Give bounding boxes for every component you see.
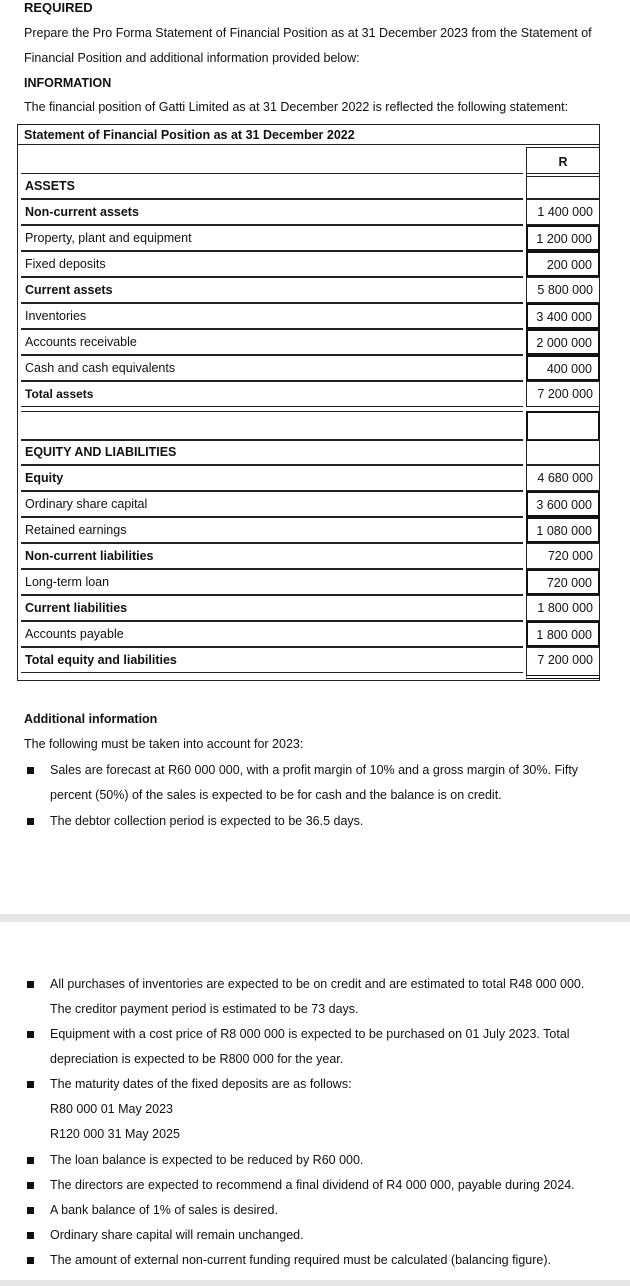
bullet-icon <box>27 1157 34 1164</box>
list-item-text: The debtor collection period is expected to be 36.5 days. <box>50 814 364 828</box>
row-label: Property, plant and equipment <box>21 225 523 251</box>
bullet-icon <box>27 1081 34 1088</box>
currency-header-row <box>21 147 600 173</box>
list-item <box>24 1248 602 1274</box>
row-value: 200 000 <box>526 251 600 277</box>
page-divider <box>0 914 630 922</box>
bullet-icon <box>27 767 34 774</box>
spacer-value <box>526 411 600 441</box>
information-heading: INFORMATION <box>24 76 112 90</box>
row-label: Accounts receivable <box>21 329 523 355</box>
row-value: 7 200 000 <box>526 381 600 407</box>
list-item-text: Sales are forecast at R60 000 000, with a profit margin of 10% and a gross margin of 30%. Fifty percent (50%) of the sales is expected to be for cash and the balance is on credit. <box>50 763 579 802</box>
list-item-text: The directors are expected to recommend a final dividend of R4 000 000, payable during 2024. <box>50 1178 575 1192</box>
row-value <box>526 173 600 199</box>
row-value: 5 800 000 <box>526 277 600 303</box>
spacer-label <box>21 411 523 441</box>
deposit-line: R120 000 31 May 2025 <box>50 1127 180 1141</box>
table-row <box>21 491 600 517</box>
row-value: 2 000 000 <box>526 329 600 355</box>
table-row <box>21 303 600 329</box>
information-text: The financial position of Gatti Limited as at 31 December 2022 is reflected the following statement: <box>24 100 569 114</box>
table-row <box>21 647 600 673</box>
table-row <box>21 355 600 381</box>
row-value <box>526 439 600 465</box>
list-item <box>24 972 602 1024</box>
list-item-text: Equipment with a cost price of R8 000 000 is expected to be purchased on 01 July 2023. Total depreciation is expected to be R800 000 for the year. <box>50 1027 570 1066</box>
financial-position-table <box>17 124 600 681</box>
table-row <box>21 465 600 491</box>
row-value: 3 600 000 <box>526 491 600 517</box>
additional-heading: Additional information <box>24 712 158 726</box>
bullet-icon <box>27 1257 34 1264</box>
table-row <box>21 621 600 647</box>
list-item-text: The loan balance is expected to be reduced by R60 000. <box>50 1153 364 1167</box>
row-label: Current assets <box>21 277 523 303</box>
list-item <box>24 1148 602 1174</box>
table-row <box>21 173 600 199</box>
row-value: 3 400 000 <box>526 303 600 329</box>
row-label: Inventories <box>21 303 523 329</box>
table-row <box>21 439 600 465</box>
list-item-text: Ordinary share capital will remain unchanged. <box>50 1228 304 1242</box>
row-value: 1 400 000 <box>526 199 600 225</box>
row-label: Total equity and liabilities <box>21 647 523 673</box>
row-label: Ordinary share capital <box>21 491 523 517</box>
row-label: Retained earnings <box>21 517 523 543</box>
row-label: Cash and cash equivalents <box>21 355 523 381</box>
table-row <box>21 543 600 569</box>
row-label: Non-current assets <box>21 199 523 225</box>
list-item <box>24 1022 602 1074</box>
row-value: 1 800 000 <box>526 621 600 647</box>
row-value: 1 200 000 <box>526 225 600 251</box>
list-item <box>24 1072 602 1098</box>
row-label: Total assets <box>21 381 523 407</box>
currency-header: R <box>526 147 600 177</box>
row-label: Non-current liabilities <box>21 543 523 569</box>
row-value: 720 000 <box>526 543 600 569</box>
deposit-line: R80 000 01 May 2023 <box>50 1102 174 1116</box>
table-row <box>21 595 600 621</box>
row-value: 7 200 000 <box>526 647 600 679</box>
list-item <box>24 758 602 810</box>
table-row <box>21 199 600 225</box>
list-item <box>24 1198 602 1224</box>
list-item-text: The amount of external non-current funding required must be calculated (balancing figure). <box>50 1253 551 1267</box>
bullet-icon <box>27 1031 34 1038</box>
list-item-text: A bank balance of 1% of sales is desired. <box>50 1203 278 1217</box>
table-row <box>21 381 600 407</box>
row-value: 4 680 000 <box>526 465 600 491</box>
table-row <box>21 329 600 355</box>
required-heading: REQUIRED <box>24 0 93 15</box>
list-item-text: The maturity dates of the fixed deposits are as follows: <box>50 1077 352 1091</box>
required-text: Prepare the Pro Forma Statement of Financial Position as at 31 December 2023 from the Statement of Financial Position and additional information provided below: <box>24 26 592 65</box>
row-label: Current liabilities <box>21 595 523 621</box>
list-item <box>24 809 602 835</box>
bullet-icon <box>27 1182 34 1189</box>
list-item-text: All purchases of inventories are expected to be on credit and are estimated to total R48 000 000. The creditor payment period is estimated to be 73 days. <box>50 977 585 1016</box>
page-bottom-edge <box>0 1280 630 1286</box>
bullet-icon <box>27 1232 34 1239</box>
bullet-icon <box>27 981 34 988</box>
list-item <box>24 1173 602 1199</box>
table-row <box>21 251 600 277</box>
table-row <box>21 569 600 595</box>
row-label: Long-term loan <box>21 569 523 595</box>
additional-intro: The following must be taken into account for 2023: <box>24 737 304 751</box>
row-label: Equity <box>21 465 523 491</box>
table-row <box>21 277 600 303</box>
row-label: Accounts payable <box>21 621 523 647</box>
table-row <box>21 225 600 251</box>
spacer-row <box>21 411 600 437</box>
table-title: Statement of Financial Position as at 31 December 2022 <box>18 125 599 145</box>
row-label: ASSETS <box>21 173 523 199</box>
bullet-icon <box>27 1207 34 1214</box>
row-label: EQUITY AND LIABILITIES <box>21 439 523 465</box>
row-value: 1 080 000 <box>526 517 600 543</box>
bullet-icon <box>27 818 34 825</box>
row-value: 400 000 <box>526 355 600 381</box>
list-item <box>24 1223 602 1249</box>
row-label: Fixed deposits <box>21 251 523 277</box>
table-row <box>21 517 600 543</box>
row-value: 720 000 <box>526 569 600 595</box>
row-value: 1 800 000 <box>526 595 600 621</box>
